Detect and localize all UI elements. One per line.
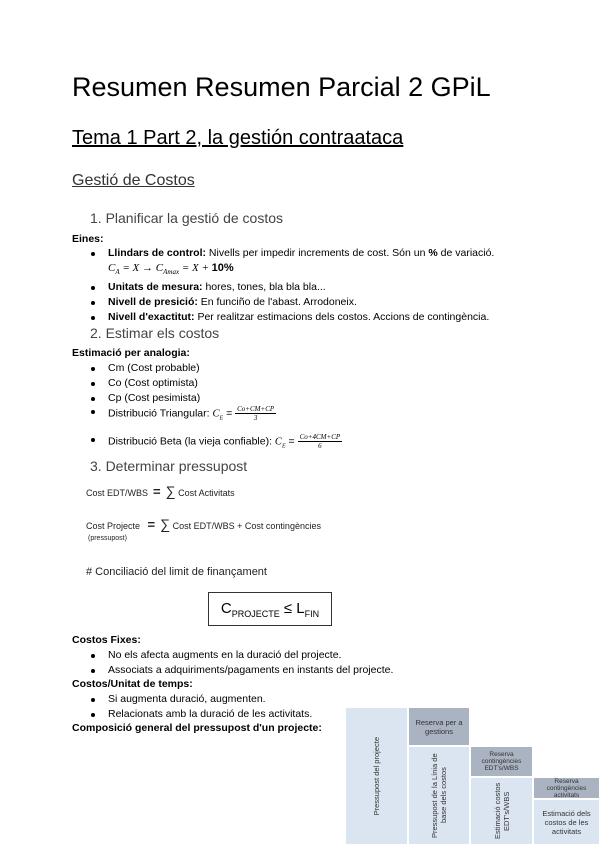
list-item: Cp (Cost pesimista)	[108, 392, 201, 404]
step-1: 1. Planificar la gestió de costos	[90, 210, 283, 226]
list-item: Nivell de presició: En funciño de l'abast. Arrodoneix.	[108, 296, 357, 308]
list-item: Distribució Beta (la vieja confiable): $C_E$ = $\frac{Co+4CM+CP}{6}$	[108, 433, 341, 450]
list-item: Si augmenta duració, augmenten.	[108, 693, 266, 705]
step-2: 2. Estimar els costos	[90, 325, 220, 341]
label-eines: Eines:	[72, 233, 104, 245]
list-item: Nivell d'exactitut: Per realitzar estimacions dels costos. Accions de contingència.	[108, 311, 490, 323]
page-title: Resumen Resumen Parcial 2 GPiL	[72, 72, 491, 102]
cell-pressupost-projecte: Pressupost del projecte	[345, 707, 408, 845]
cell-reserva-gestions: Reserva per a gestions	[408, 707, 470, 746]
list-item: Associats a adquiriments/pagaments en instants del projecte.	[108, 664, 394, 676]
list-item: Llindars de control: Nivells per impedir increments de cost. Són un % de variació.	[108, 247, 495, 259]
equation-sublabel: (pressupost)	[88, 535, 127, 542]
list-item: Co (Cost optimista)	[108, 377, 198, 389]
cell-reserva-edt: Reserva contingències EDT's/WBS	[470, 746, 533, 777]
formula-llindar: $C_A = X \to C_{Amax} = X + 10\%$	[108, 262, 234, 277]
list-item: Distribució Triangular: $C_E$ = $\frac{Co+CM+CP}{3}$	[108, 405, 275, 422]
step-3: 3. Determinar pressupost	[90, 458, 248, 474]
label-costos-fixes: Costos Fixes:	[72, 634, 141, 646]
heading-section: Gestió de Costos	[72, 172, 195, 189]
equation-cost-edt: Cost EDT/WBS = ∑ Cost Activitats	[86, 483, 235, 499]
list-item: Cm (Cost probable)	[108, 362, 200, 374]
list-item: Unitats de mesura: hores, tones, bla bla bla...	[108, 281, 326, 293]
list-item: Relacionats amb la duració de les activitats.	[108, 708, 313, 720]
conciliacio-heading: # Conciliació del limit de finançament	[86, 566, 267, 578]
cell-linia-base: Pressupost de la Línia de base dels costos	[408, 746, 470, 845]
cell-reserva-activitats: Reserva contingències activitats	[533, 777, 600, 799]
equation-cost-projecte: Cost Projecte = ∑ Cost EDT/WBS + Cost contingències	[86, 516, 321, 532]
cell-estimacio-edt: Estimació costos EDT's/WBS	[470, 777, 533, 845]
label-costos-temps: Costos/Unitat de temps:	[72, 678, 193, 690]
heading-tema: Tema 1 Part 2, la gestión contraataca	[72, 127, 404, 149]
formula-box: $C_{PROJECTE} \le L_{FIN}$	[208, 592, 332, 626]
list-item: No els afecta augments en la duració del projecte.	[108, 649, 342, 661]
label-composicio: Composició general del pressupost d'un projecte:	[72, 722, 322, 734]
cell-estimacio-activitats: Estimació dels costos de les activitats	[533, 799, 600, 845]
label-analogia: Estimació per analogia:	[72, 347, 190, 359]
